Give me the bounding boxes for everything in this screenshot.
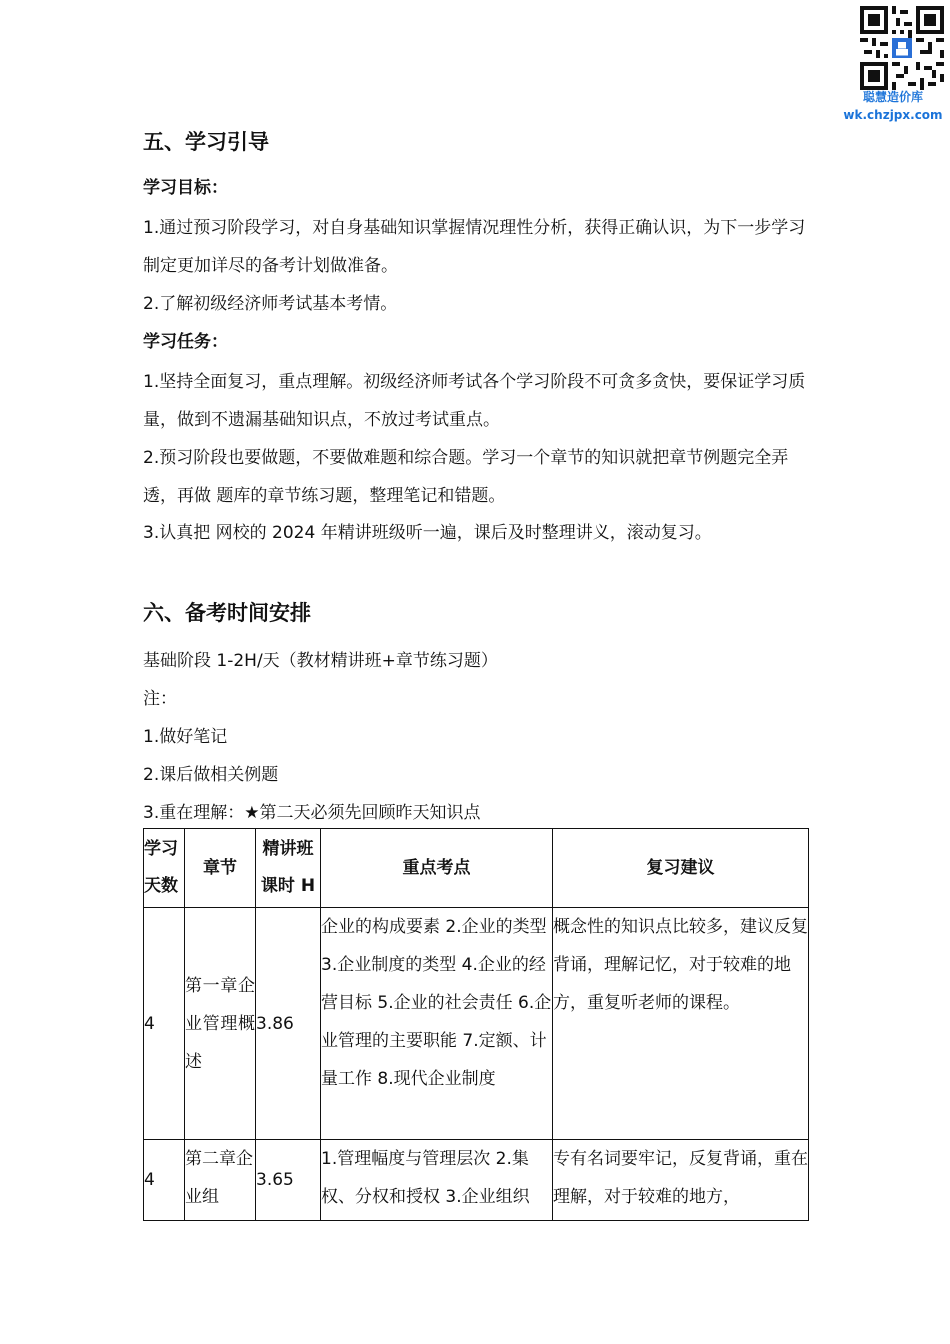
task-item-2: 2.预习阶段也要做题，不要做难题和综合题。学习一个章节的知识就把章节例题完全弄透，再做 题库的章节练习题，整理笔记和错题。 (143, 448, 789, 506)
table-row (144, 908, 809, 1140)
row-hours: 3.65 (256, 1140, 321, 1221)
row-hours: 3.86 (256, 908, 321, 1140)
study-plan-table (143, 828, 809, 1221)
stage-description: 基础阶段 1-2H/天（教材精讲班+章节练习题） (143, 651, 498, 671)
qr-code-icon (860, 6, 944, 90)
goal-item-1: 1.通过预习阶段学习，对自身基础知识掌握情况理性分析，获得正确认识，为下一步学习制定更加详尽的备考计划做准备。 (143, 218, 806, 276)
table-header-row (144, 829, 809, 908)
task-item-1: 1.坚持全面复习，重点理解。初级经济师考试各个学习阶段不可贪多贪快，要保证学习质量，做到不遗漏基础知识点，不放过考试重点。 (143, 372, 806, 430)
row-days: 4 (144, 908, 185, 1140)
header-days: 学习天数 (144, 829, 185, 908)
goals-label: 学习目标： (143, 178, 228, 198)
row-chapter: 第一章企业管理概述 (185, 908, 256, 1140)
row-key-points: 1.管理幅度与管理层次 2.集权、分权和授权 3.企业组织 (321, 1140, 553, 1221)
header-chapter: 章节 (185, 829, 256, 908)
tasks-label: 学习任务： (143, 332, 228, 352)
header-key-points: 重点考点 (321, 829, 553, 908)
row-chapter: 第二章企业组 (185, 1140, 256, 1221)
note-item-3: 3.重在理解：★第二天必须先回顾昨天知识点 (143, 803, 481, 823)
task-item-3: 3.认真把 网校的 2024 年精讲班级听一遍，课后及时整理讲义，滚动复习。 (143, 523, 712, 543)
section6-heading: 六、备考时间安排 (143, 601, 311, 625)
note-item-1: 1.做好笔记 (143, 727, 228, 747)
header-hours: 精讲班课时 H (256, 829, 321, 908)
goal-item-2: 2.了解初级经济师考试基本考情。 (143, 294, 398, 314)
watermark-url[interactable]: wk.chzjpx.com (843, 108, 943, 122)
row-days: 4 (144, 1140, 185, 1221)
note-item-2: 2.课后做相关例题 (143, 765, 279, 785)
header-advice: 复习建议 (553, 829, 809, 908)
row-advice: 专有名词要牢记，反复背诵，重在理解，对于较难的地方， (553, 1140, 809, 1221)
note-label: 注： (143, 689, 177, 709)
row-advice: 概念性的知识点比较多，建议反复背诵，理解记忆，对于较难的地方，重复听老师的课程。 (553, 908, 809, 1140)
section5-heading: 五、学习引导 (143, 130, 269, 154)
table-row (144, 1140, 809, 1221)
row-key-points: 企业的构成要素 2.企业的类型 3.企业制度的类型 4.企业的经营目标 5.企业的社会责任 6.企业管理的主要职能 7.定额、计量工作 8.现代企业制度 (321, 908, 553, 1140)
watermark-name: 聪慧造价库 (862, 90, 923, 104)
